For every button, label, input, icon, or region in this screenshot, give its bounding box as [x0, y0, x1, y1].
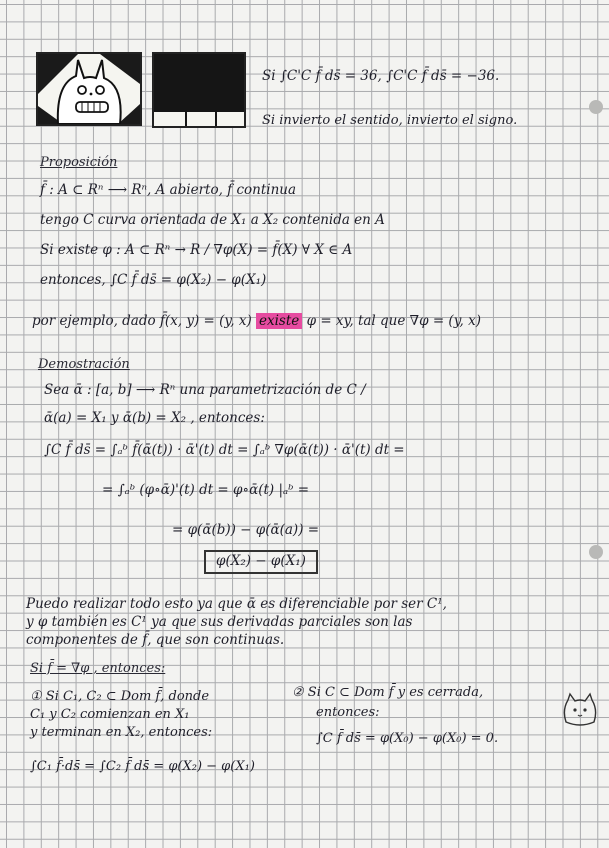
- proposicion-line-1: f̄ : A ⊂ Rⁿ ⟶ Rⁿ, A abierto, f̄ continua: [40, 182, 297, 198]
- black-square-sticker: [152, 52, 246, 128]
- proposicion-line-2: tengo C curva orientada de X₁ a X₂ contenida en A: [40, 212, 385, 228]
- caso-2-line-3: ∫C f̄ ds̄ = φ(X₀) − φ(X₀) = 0.: [316, 731, 499, 746]
- proposicion-line-3: Si existe φ : A ⊂ Rⁿ → R / ∇φ(X) = f̄(X) ∀ X ∈ A: [40, 242, 353, 258]
- demostracion-line-4: = ∫ₐᵇ (φ∘ᾱ)'(t) dt = φ∘ᾱ(t) |ₐᵇ =: [102, 482, 310, 498]
- explicacion-line-3: componentes de f̄, que son continuas.: [26, 632, 285, 648]
- heading-proposicion: Proposición: [40, 155, 118, 170]
- highlight-existe: existe: [256, 313, 302, 329]
- caso-1-line-2: C₁ y C₂ comienzan en X₁: [30, 707, 190, 722]
- totoro-sticker: [36, 52, 142, 126]
- heading-demostracion: Demostración: [38, 357, 130, 372]
- demostracion-line-1: Sea ᾱ : [a, b] ⟶ Rⁿ una parametrización de C /: [44, 382, 366, 398]
- header-line-2: Si invierto el sentido, invierto el signo.: [262, 113, 518, 128]
- caso-2-line-2: entonces:: [316, 705, 380, 720]
- header-line-1: Si ∫C'C f̄ ds̄ = 36, ∫C'C f̄ ds̄ = −36.: [262, 68, 500, 84]
- demostracion-line-2: ᾱ(a) = X₁ y ᾱ(b) = X₂ , entonces:: [44, 410, 265, 426]
- caso-1-line-1: ① Si C₁, C₂ ⊂ Dom f̄, donde: [30, 689, 210, 704]
- caso-1-line-4: ∫C₁ f̄·ds̄ = ∫C₂ f̄ ds̄ = φ(X₂) − φ(X₁): [30, 759, 255, 774]
- punch-hole: [589, 100, 603, 114]
- example-text: por ejemplo, dado f̄(x, y) = (y, x): [32, 313, 252, 329]
- caso-1-line-3: y terminan en X₂, entonces:: [30, 725, 213, 740]
- proposicion-line-4: entonces, ∫C f̄ ds̄ = φ(X₂) − φ(X₁): [40, 272, 267, 288]
- heading-caso: Si f̄ = ∇φ , entonces:: [30, 661, 166, 676]
- punch-hole: [589, 545, 603, 559]
- proposicion-example: [32, 315, 481, 329]
- demostracion-line-5: = φ(ᾱ(b)) − φ(ᾱ(a)) =: [172, 522, 320, 538]
- boxed-result: φ(X₂) − φ(X₁): [204, 550, 318, 574]
- explicacion-line-2: y φ también es C¹ ya que sus derivadas parciales son las: [26, 614, 413, 630]
- explicacion-line-1: Puedo realizar todo esto ya que ᾱ es diferenciable por ser C¹,: [26, 596, 447, 612]
- caso-2-line-1: ② Si C ⊂ Dom f̄ y es cerrada,: [292, 685, 484, 700]
- cat-doodle: [560, 692, 600, 728]
- example-text-2: φ = xy, tal que ∇φ = (y, x): [306, 313, 481, 329]
- demostracion-line-3: ∫C f̄ ds̄ = ∫ₐᵇ f̄(ᾱ(t)) · ᾱ'(t) dt = ∫ₐᵇ ∇φ(ᾱ(t)) · ᾱ'(t) dt =: [44, 442, 405, 458]
